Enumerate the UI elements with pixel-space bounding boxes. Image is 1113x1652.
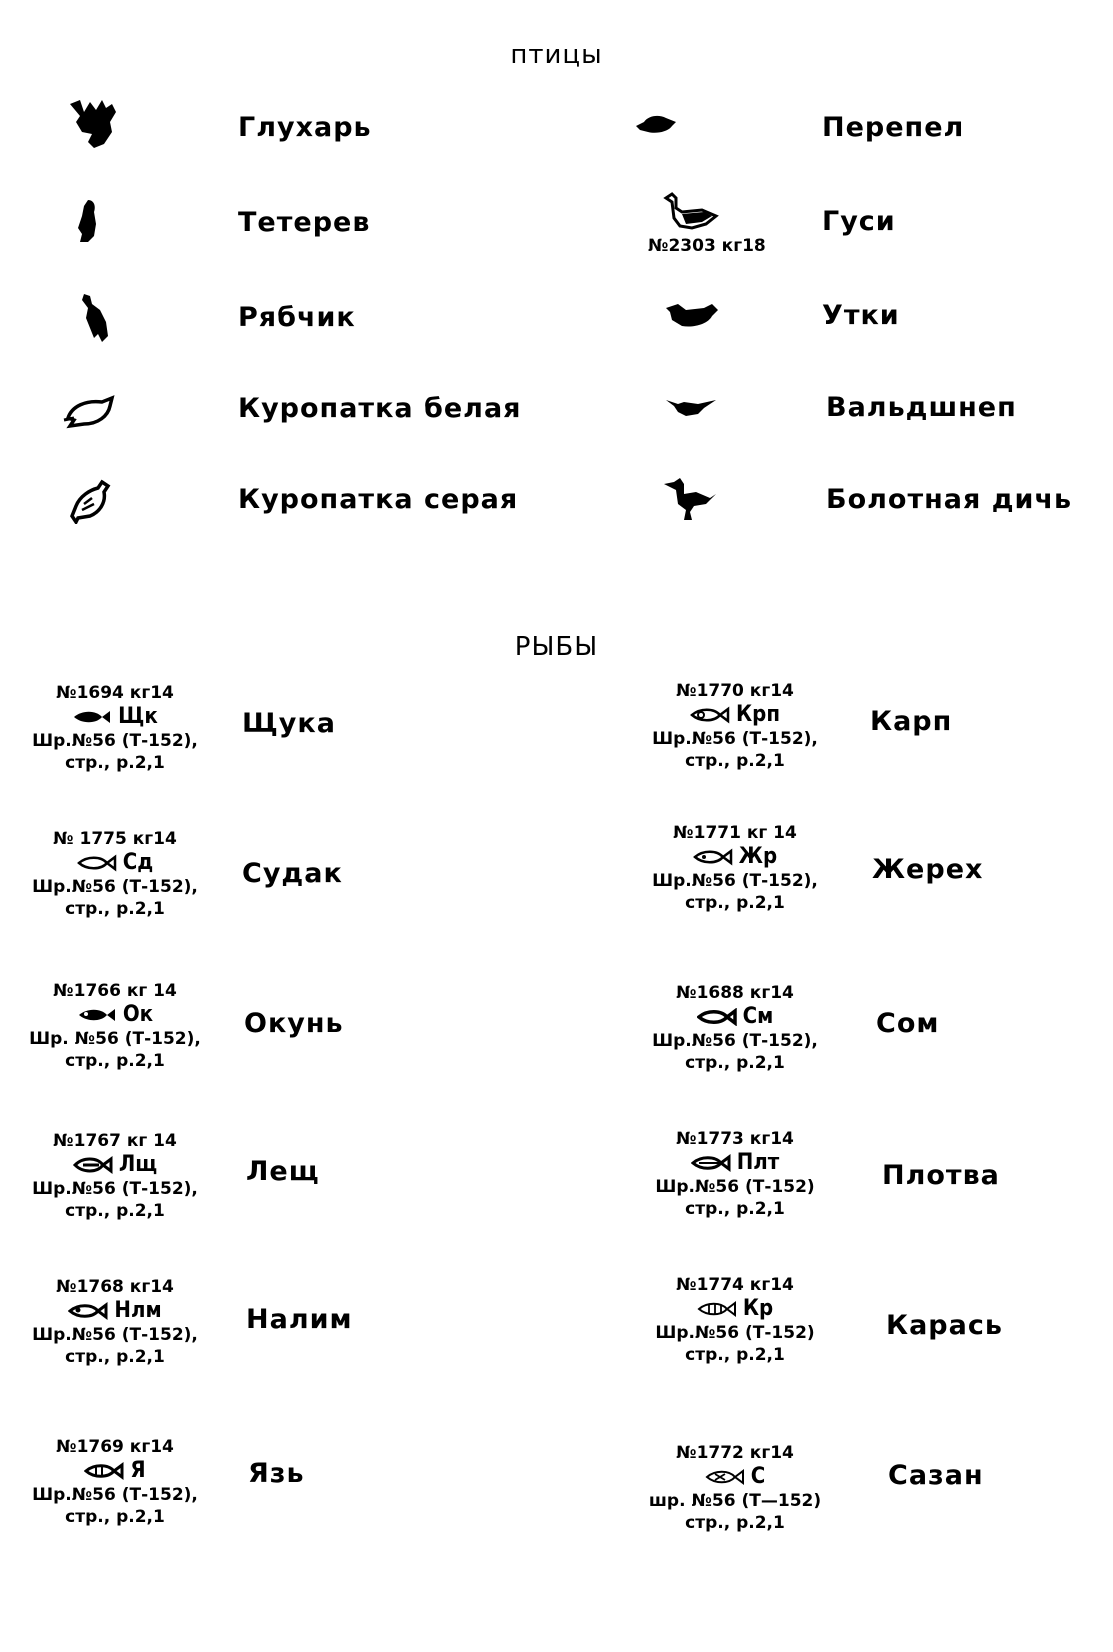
font-spec: Шр.№56 (Т-152),	[32, 731, 198, 751]
style-spec: стр., р.2,1	[685, 1053, 785, 1073]
fish-code-crucian	[620, 1274, 850, 1366]
quail-icon	[634, 112, 680, 138]
fish-name-roach: Плотва	[882, 1160, 1000, 1191]
type-number: №1769 кг14	[56, 1437, 174, 1457]
fish-name-asp: Жерех	[872, 854, 984, 885]
font-spec: Шр.№56 (Т-152),	[652, 871, 818, 891]
font-spec: Шр.№56 (Т-152)	[655, 1177, 815, 1197]
fish-icon	[693, 848, 733, 866]
font-spec: Шр.№56 (Т-152),	[652, 729, 818, 749]
fish-name-perch: Окунь	[244, 1008, 344, 1039]
type-number: №1766 кг 14	[53, 981, 177, 1001]
style-spec: стр., р.2,1	[685, 893, 785, 913]
fish-abbreviation: См	[742, 1004, 774, 1029]
fish-icon	[77, 1006, 117, 1024]
type-number: №1770 кг14	[676, 681, 794, 701]
bird-name-marsh-game: Болотная дичь	[826, 484, 1073, 515]
type-number: №1768 кг14	[56, 1277, 174, 1297]
fish-abbreviation: Нлм	[114, 1298, 162, 1323]
fish-code-roach	[620, 1128, 850, 1220]
fish-abbreviation: Плт	[736, 1150, 780, 1175]
font-spec: Шр.№56 (Т-152),	[32, 877, 198, 897]
fish-icon	[84, 1462, 124, 1480]
bird-name-black-grouse: Тетерев	[238, 207, 371, 238]
style-spec: стр., р.2,1	[65, 899, 165, 919]
bird-name-woodcock: Вальдшнеп	[826, 392, 1017, 423]
fish-name-burbot: Налим	[246, 1304, 353, 1335]
style-spec: стр., р.2,1	[65, 1347, 165, 1367]
fish-code-catfish	[620, 982, 850, 1074]
style-spec: стр., р.2,1	[65, 753, 165, 773]
fish-abbreviation: Ок	[122, 1002, 154, 1027]
style-spec: стр., р.2,1	[65, 1201, 165, 1221]
fish-name-zander: Судак	[242, 858, 343, 889]
black-grouse-icon	[72, 198, 104, 244]
bird-name-white-partridge: Куропатка белая	[238, 393, 522, 424]
fish-code-perch	[0, 980, 230, 1072]
hazel-grouse-icon	[78, 292, 112, 344]
font-spec: Шр.№56 (Т-152),	[32, 1325, 198, 1345]
fish-icon	[73, 1156, 113, 1174]
type-number: № 1775 кг14	[53, 829, 177, 849]
fish-name-catfish: Сом	[876, 1008, 940, 1039]
fish-code-zander	[0, 828, 230, 920]
fish-icon	[691, 1154, 731, 1172]
fish-abbreviation: Сд	[122, 850, 154, 875]
fish-icon	[72, 708, 112, 726]
fish-icon	[77, 854, 117, 872]
font-spec: шр. №56 (Т—152)	[648, 1491, 822, 1511]
style-spec: стр., р.2,1	[685, 1345, 785, 1365]
fish-abbreviation: Крп	[735, 702, 781, 727]
fish-name-carp: Карп	[870, 706, 953, 737]
fish-code-asp	[620, 822, 850, 914]
fish-name-crucian: Карась	[886, 1310, 1003, 1341]
fish-abbreviation: Лщ	[118, 1152, 158, 1177]
font-spec: Шр.№56 (Т-152),	[32, 1485, 198, 1505]
birds-section-title: птицы	[510, 40, 603, 70]
fish-abbreviation: Щк	[118, 704, 158, 729]
style-spec: стр., р.2,1	[685, 1199, 785, 1219]
fish-section-title: РЫБЫ	[514, 632, 599, 662]
style-spec: стр., р.2,1	[65, 1051, 165, 1071]
duck-icon	[664, 300, 720, 330]
bird-name-hazel-grouse: Рябчик	[238, 302, 356, 333]
fish-name-bream: Лещ	[246, 1156, 320, 1187]
woodcock-icon	[664, 396, 718, 422]
fish-abbreviation: Жр	[738, 844, 778, 869]
font-spec: Шр.№56 (Т-152),	[32, 1179, 198, 1199]
fish-name-pike: Щука	[242, 708, 336, 739]
goose-code-note: №2303 кг18	[648, 236, 766, 256]
type-number: №1771 кг 14	[673, 823, 797, 843]
fish-code-ide	[0, 1436, 230, 1528]
type-number: №1767 кг 14	[53, 1131, 177, 1151]
fish-icon	[705, 1468, 745, 1486]
font-spec: Шр.№56 (Т-152),	[652, 1031, 818, 1051]
type-number: №1774 кг14	[676, 1275, 794, 1295]
fish-code-burbot	[0, 1276, 230, 1368]
bird-name-capercaillie: Глухарь	[238, 112, 372, 143]
bird-name-duck: Утки	[822, 300, 900, 331]
fish-abbreviation: С	[750, 1464, 766, 1489]
style-spec: стр., р.2,1	[685, 1513, 785, 1533]
fish-icon	[697, 1300, 737, 1318]
bird-name-grey-partridge: Куропатка серая	[238, 484, 519, 515]
fish-code-wild-carp	[620, 1442, 850, 1534]
fish-icon	[68, 1302, 108, 1320]
fish-name-wild-carp: Сазан	[888, 1460, 984, 1491]
fish-icon	[697, 1008, 737, 1026]
style-spec: стр., р.2,1	[685, 751, 785, 771]
bird-name-goose: Гуси	[822, 206, 896, 237]
type-number: №1688 кг14	[676, 983, 794, 1003]
goose-icon	[662, 192, 720, 234]
fish-icon	[690, 706, 730, 724]
white-partridge-icon	[62, 394, 118, 430]
fish-name-ide: Язь	[248, 1458, 305, 1489]
font-spec: Шр.№56 (Т-152)	[655, 1323, 815, 1343]
type-number: №1694 кг14	[56, 683, 174, 703]
fish-code-carp	[620, 680, 850, 772]
style-spec: стр., р.2,1	[65, 1507, 165, 1527]
bird-name-quail: Перепел	[822, 112, 965, 143]
font-spec: Шр. №56 (Т-152),	[29, 1029, 201, 1049]
type-number: №1772 кг14	[676, 1443, 794, 1463]
capercaillie-icon	[66, 98, 122, 150]
type-number: №1773 кг14	[676, 1129, 794, 1149]
fish-abbreviation: Я	[130, 1458, 146, 1483]
fish-code-bream	[0, 1130, 230, 1222]
grey-partridge-icon	[66, 478, 114, 524]
marsh-game-icon	[662, 476, 718, 522]
fish-abbreviation: Кр	[742, 1296, 774, 1321]
fish-code-pike	[0, 682, 230, 774]
